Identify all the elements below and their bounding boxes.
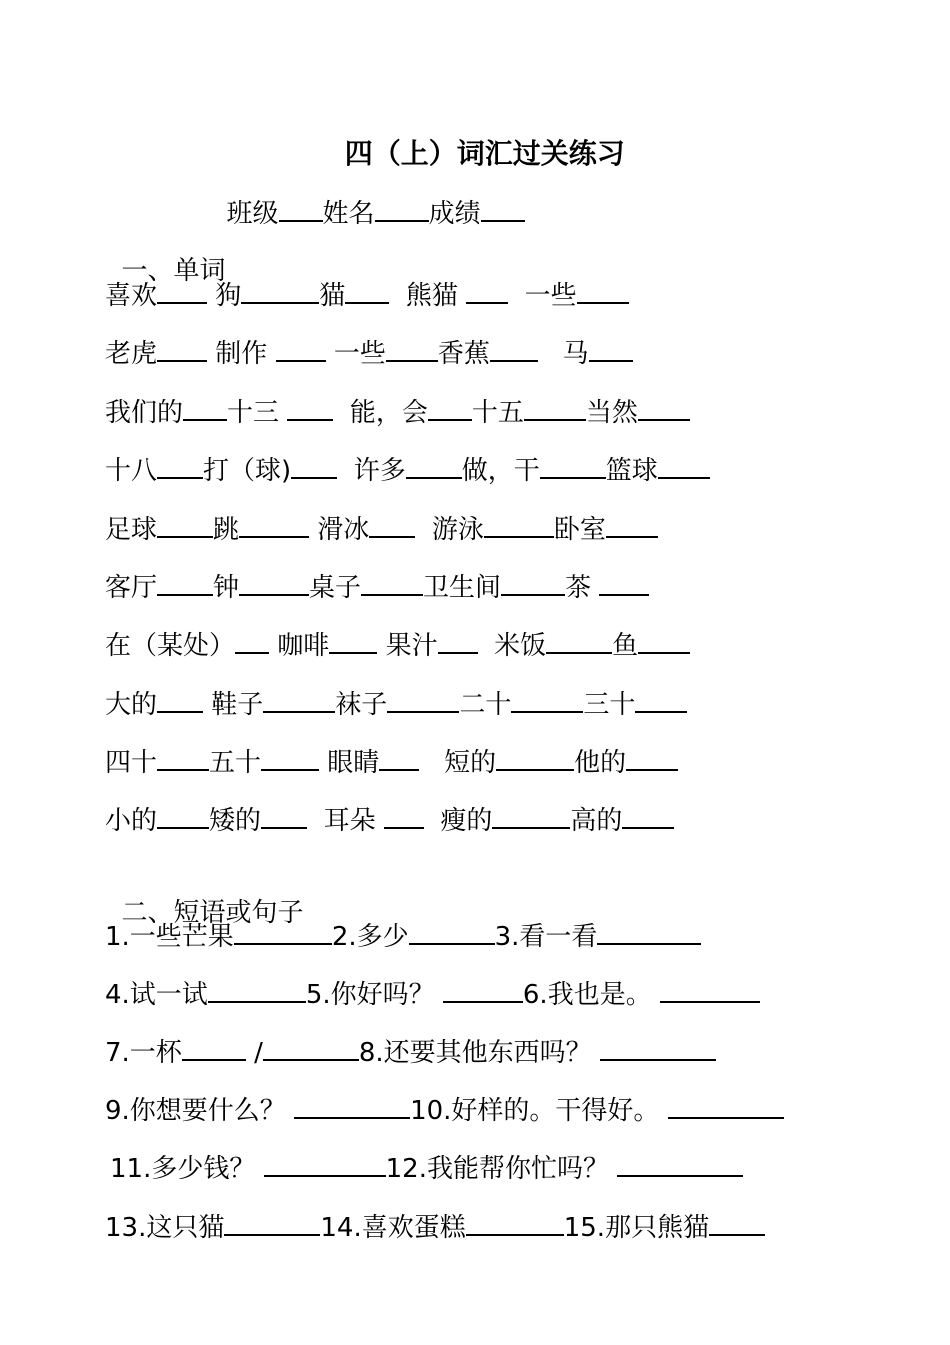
word-label: 马 bbox=[562, 339, 589, 369]
word-label: 眼睛 bbox=[327, 748, 380, 778]
word-row-2 bbox=[105, 334, 950, 372]
word-label: 猫 bbox=[319, 281, 346, 311]
answer-blank[interactable] bbox=[241, 276, 319, 304]
answer-blank[interactable] bbox=[235, 626, 269, 654]
answer-blank[interactable] bbox=[524, 393, 586, 421]
answer-blank[interactable] bbox=[369, 510, 415, 538]
answer-blank[interactable] bbox=[329, 626, 377, 654]
phrase-label: 4.试一试 bbox=[105, 980, 208, 1010]
answer-blank[interactable] bbox=[577, 276, 629, 304]
slash-separator: / bbox=[254, 1038, 263, 1068]
answer-blank[interactable] bbox=[709, 1208, 765, 1236]
word-label: 果汁 bbox=[385, 631, 438, 661]
answer-blank[interactable] bbox=[540, 451, 606, 479]
answer-blank[interactable] bbox=[635, 685, 687, 713]
answer-blank[interactable] bbox=[638, 626, 690, 654]
phrase-row-1 bbox=[105, 917, 950, 955]
word-label: 瘦的 bbox=[440, 806, 493, 836]
answer-blank[interactable] bbox=[438, 626, 478, 654]
word-label: 熊猫 bbox=[405, 281, 458, 311]
answer-blank[interactable] bbox=[208, 975, 306, 1003]
word-label: 足球 bbox=[105, 515, 158, 545]
word-row-3 bbox=[105, 393, 950, 431]
word-label: 打（球) bbox=[203, 456, 292, 486]
answer-blank[interactable] bbox=[617, 1149, 743, 1177]
class-label: 班级 bbox=[226, 199, 279, 229]
phrase-label: 15.那只熊猫 bbox=[563, 1213, 710, 1243]
phrase-label: 14.喜欢蛋糕 bbox=[320, 1213, 466, 1243]
answer-blank[interactable] bbox=[484, 510, 554, 538]
word-label: 老虎 bbox=[105, 339, 158, 369]
word-label: 大的 bbox=[105, 690, 158, 720]
word-label: 鞋子 bbox=[211, 690, 264, 720]
phrase-label: 10.好样的。干得好。 bbox=[410, 1096, 660, 1126]
word-label: 米饭 bbox=[494, 631, 547, 661]
word-label: 卫生间 bbox=[423, 573, 502, 603]
phrase-label: 9.你想要什么？ bbox=[105, 1096, 286, 1126]
answer-blank[interactable] bbox=[263, 1033, 359, 1061]
word-label: 我们的 bbox=[105, 398, 184, 428]
answer-blank[interactable] bbox=[276, 334, 326, 362]
answer-blank[interactable] bbox=[597, 917, 701, 945]
word-label: 短的 bbox=[444, 748, 497, 778]
word-label: 小的 bbox=[105, 806, 158, 836]
answer-blank[interactable] bbox=[386, 334, 438, 362]
word-label: 四十 bbox=[105, 748, 158, 778]
phrase-row-4 bbox=[105, 1091, 950, 1129]
word-label: 客厅 bbox=[105, 573, 158, 603]
answer-blank[interactable] bbox=[361, 568, 423, 596]
word-label: 篮球 bbox=[605, 456, 658, 486]
word-label: 香蕉 bbox=[437, 339, 490, 369]
answer-blank[interactable] bbox=[157, 685, 203, 713]
phrase-label: 11.多少钱？ bbox=[110, 1154, 256, 1184]
word-label: 茶 bbox=[565, 573, 592, 603]
word-label: 滑冰 bbox=[317, 515, 370, 545]
page-title: 四（上）词汇过关练习 bbox=[344, 137, 625, 170]
phrase-label: 7.一杯 bbox=[105, 1038, 182, 1068]
answer-blank[interactable] bbox=[379, 743, 419, 771]
answer-blank[interactable] bbox=[660, 975, 760, 1003]
answer-blank[interactable] bbox=[546, 626, 612, 654]
answer-blank[interactable] bbox=[466, 1208, 564, 1236]
word-label: 一些 bbox=[333, 339, 386, 369]
word-row-6 bbox=[105, 568, 950, 606]
answer-blank[interactable] bbox=[668, 1091, 784, 1119]
answer-blank[interactable] bbox=[157, 801, 209, 829]
word-label: 在（某处） bbox=[105, 631, 236, 661]
answer-blank[interactable] bbox=[511, 685, 583, 713]
word-label: 十五 bbox=[471, 398, 524, 428]
answer-blank[interactable] bbox=[622, 801, 674, 829]
word-label: 当然 bbox=[585, 398, 638, 428]
answer-blank[interactable] bbox=[599, 568, 649, 596]
answer-blank[interactable] bbox=[157, 451, 203, 479]
word-label: 钟 bbox=[213, 573, 240, 603]
answer-blank[interactable] bbox=[157, 334, 207, 362]
phrase-row-2 bbox=[105, 975, 950, 1013]
word-label: 矮的 bbox=[209, 806, 262, 836]
answer-blank[interactable] bbox=[287, 393, 333, 421]
answer-blank[interactable] bbox=[466, 276, 508, 304]
word-row-1 bbox=[105, 276, 950, 314]
answer-blank[interactable] bbox=[638, 393, 690, 421]
phrase-row-6 bbox=[105, 1208, 950, 1246]
phrase-label: 12.我能帮你忙吗？ bbox=[385, 1154, 609, 1184]
word-label: 高的 bbox=[570, 806, 623, 836]
word-row-4 bbox=[105, 451, 950, 489]
answer-blank[interactable] bbox=[239, 568, 309, 596]
phrase-label: 5.你好吗？ bbox=[305, 980, 435, 1010]
section-heading-phrases: 二、短语或句子 bbox=[121, 898, 304, 928]
word-label: 桌子 bbox=[309, 573, 362, 603]
answer-blank[interactable] bbox=[157, 276, 207, 304]
answer-blank[interactable] bbox=[261, 743, 319, 771]
answer-blank[interactable] bbox=[183, 393, 227, 421]
word-label: 十三 bbox=[227, 398, 280, 428]
word-label: 鱼 bbox=[612, 631, 639, 661]
word-label: 一些 bbox=[524, 281, 577, 311]
word-row-9 bbox=[105, 743, 950, 781]
answer-blank[interactable] bbox=[658, 451, 710, 479]
phrase-label: 2.多少 bbox=[331, 922, 409, 952]
phrase-label: 1.一些芒果 bbox=[105, 922, 234, 952]
word-label: 卧室 bbox=[553, 515, 606, 545]
word-label: 许多 bbox=[353, 456, 406, 486]
word-row-5 bbox=[105, 510, 950, 548]
word-label: 二十 bbox=[459, 690, 512, 720]
phrase-row-3 bbox=[105, 1033, 950, 1071]
word-row-7 bbox=[105, 626, 950, 664]
answer-blank[interactable] bbox=[294, 1091, 410, 1119]
phrase-label: 3.看一看 bbox=[494, 922, 598, 952]
word-label: 能，会 bbox=[349, 398, 428, 428]
word-label: 狗 bbox=[215, 281, 242, 311]
answer-blank[interactable] bbox=[157, 510, 213, 538]
answer-blank[interactable] bbox=[345, 276, 389, 304]
word-label: 五十 bbox=[209, 748, 262, 778]
answer-blank[interactable] bbox=[606, 510, 658, 538]
answer-blank[interactable] bbox=[626, 743, 678, 771]
answer-blank[interactable] bbox=[264, 1149, 386, 1177]
word-label: 耳朵 bbox=[323, 806, 376, 836]
word-row-10 bbox=[105, 801, 950, 839]
answer-blank[interactable] bbox=[157, 568, 213, 596]
answer-blank[interactable] bbox=[182, 1033, 246, 1061]
answer-blank[interactable] bbox=[428, 393, 472, 421]
section-heading-words: 一、单词 bbox=[121, 256, 226, 286]
answer-blank[interactable] bbox=[589, 334, 633, 362]
score-label: 成绩 bbox=[428, 199, 481, 229]
answer-blank[interactable] bbox=[496, 743, 574, 771]
answer-blank[interactable] bbox=[501, 568, 565, 596]
answer-blank[interactable] bbox=[291, 451, 337, 479]
word-label: 他的 bbox=[574, 748, 627, 778]
word-label: 咖啡 bbox=[277, 631, 330, 661]
answer-blank[interactable] bbox=[261, 801, 307, 829]
phrase-label: 6.我也是。 bbox=[522, 980, 652, 1010]
word-label: 袜子 bbox=[335, 690, 388, 720]
phrase-row-5 bbox=[110, 1149, 950, 1187]
phrase-label: 13.这只猫 bbox=[105, 1213, 225, 1243]
word-label: 十八 bbox=[105, 456, 158, 486]
word-label: 三十 bbox=[583, 690, 636, 720]
answer-blank[interactable] bbox=[263, 685, 335, 713]
answer-blank[interactable] bbox=[490, 334, 538, 362]
phrase-label: 8.还要其他东西吗？ bbox=[358, 1038, 592, 1068]
word-label: 游泳 bbox=[431, 515, 484, 545]
answer-blank[interactable] bbox=[384, 801, 424, 829]
answer-blank[interactable] bbox=[387, 685, 459, 713]
word-label: 制作 bbox=[215, 339, 268, 369]
name-label: 姓名 bbox=[322, 199, 375, 229]
answer-blank[interactable] bbox=[409, 917, 495, 945]
answer-blank[interactable] bbox=[157, 743, 209, 771]
answer-blank[interactable] bbox=[600, 1033, 716, 1061]
answer-blank[interactable] bbox=[406, 451, 462, 479]
answer-blank[interactable] bbox=[492, 801, 570, 829]
word-label: 跳 bbox=[213, 515, 240, 545]
word-label: 做，干 bbox=[461, 456, 540, 486]
word-label: 喜欢 bbox=[105, 281, 158, 311]
answer-blank[interactable] bbox=[234, 917, 332, 945]
answer-blank[interactable] bbox=[443, 975, 523, 1003]
answer-blank[interactable] bbox=[224, 1208, 320, 1236]
answer-blank[interactable] bbox=[239, 510, 309, 538]
word-row-8 bbox=[105, 685, 950, 723]
